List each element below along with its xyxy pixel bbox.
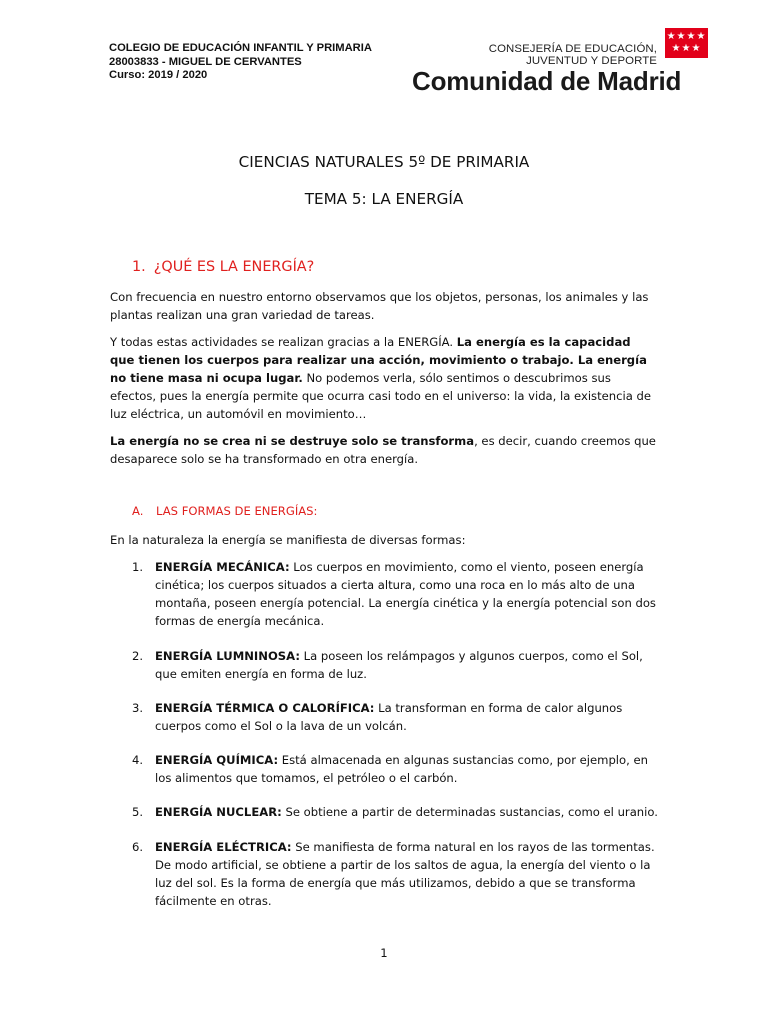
school-year: Curso: 2019 / 2020 [109, 69, 208, 82]
flag-stars-row2: ★★★ [671, 43, 702, 54]
paragraph-1: Con frecuencia en nuestro entorno observamos que los objetos, personas, los animales y las plantas realizan una gran variedad de tareas. [110, 290, 649, 322]
list-item-description: Se manifiesta de forma natural en los rayos de las tormentas. De modo artificial, se obtiene a partir de los saltos de agua, la energía del viento o la luz del sol. Es la forma de energía que más utilizamos, debido a que se transforma fácilmente en otras. [155, 840, 655, 908]
list-item-number: 4. [132, 753, 144, 767]
list-item-text [155, 558, 658, 630]
list-item [110, 558, 658, 630]
list-item-description: Se obtiene a partir de determinadas sustancias, como el uranio. [281, 805, 658, 819]
paragraph-2 [110, 333, 658, 423]
list-item-description: Está almacenada en algunas sustancias como, por ejemplo, en los alimentos que tomamos, el petróleo o el carbón. [155, 753, 648, 785]
paragraph-2-definition: La energía es la capacidad que tienen los cuerpos para realizar una acción, movimiento o trabajo. La energía no tiene masa ni ocupa lugar. [110, 335, 647, 385]
list-item-number: 1. [132, 560, 144, 574]
paragraph-3-end: , es decir, cuando creemos que desaparece solo se ha transformado en otra energía. [110, 434, 656, 466]
section-a-intro: En la naturaleza la energía se manifiesta de diversas formas: [110, 533, 466, 547]
comunidad-madrid-logo [410, 28, 710, 94]
list-item [110, 647, 658, 683]
list-item-number: 5. [132, 805, 144, 819]
school-name: COLEGIO DE EDUCACIÓN INFANTIL Y PRIMARIA [109, 42, 372, 54]
page-number: 1 [380, 946, 388, 960]
list-item-label: ENERGÍA TÉRMICA O CALORÍFICA: [155, 701, 375, 715]
list-item-text [155, 751, 658, 787]
section-1-heading [132, 259, 314, 275]
school-code: 28003833 - MIGUEL DE CERVANTES [109, 55, 302, 68]
section-a-title: LAS FORMAS DE ENERGÍAS: [156, 504, 318, 518]
section-a-letter: A. [132, 504, 144, 518]
logo-dept-line1: CONSEJERÍA DE EDUCACIÓN, [488, 43, 657, 55]
paragraph-2-end: No podemos verla, sólo sentimos o descubrimos sus efectos, pues la energía permite que ocurra casi todo en el universo: la vida, la existencia de luz eléctrica, un automóvil en movimiento… [110, 371, 651, 421]
list-item-label: ENERGÍA QUÍMICA: [155, 753, 279, 767]
list-item [110, 751, 658, 787]
logo-name: Comunidad de Madrid [412, 66, 682, 96]
paragraph-3-law: La energía no se crea ni se destruye solo se transforma [110, 434, 475, 448]
list-item-number: 6. [132, 840, 144, 854]
list-item [110, 699, 658, 735]
list-item-label: ENERGÍA NUCLEAR: [155, 805, 282, 819]
list-item-text [155, 803, 658, 821]
topic-title: TEMA 5: LA ENERGÍA [304, 190, 464, 208]
list-item [110, 803, 658, 821]
list-item-label: ENERGÍA MECÁNICA: [155, 560, 290, 574]
logo-dept-line2: JUVENTUD Y DEPORTE [526, 54, 657, 67]
paragraph-3 [110, 432, 658, 468]
list-item-text [155, 699, 658, 735]
logo-department [489, 44, 657, 67]
list-item-number: 2. [132, 649, 144, 663]
paragraph-2-start: Y todas estas actividades se realizan gracias a la ENERGÍA. [110, 335, 457, 349]
section-a-heading [132, 504, 317, 518]
flag-stars: ★★★★ [666, 31, 707, 42]
list-item-description: La transforman en forma de calor algunos cuerpos como el Sol o la lava de un volcán. [155, 701, 623, 733]
list-item-label: ENERGÍA LUMNINOSA: [155, 649, 300, 663]
list-item-number: 3. [132, 701, 144, 715]
list-item [110, 838, 658, 910]
list-item-label: ENERGÍA ELÉCTRICA: [155, 840, 292, 854]
section-1-title: ¿QUÉ ES LA ENERGÍA? [153, 259, 315, 275]
subject-title: CIENCIAS NATURALES 5º DE PRIMARIA [238, 153, 530, 171]
list-item-text [155, 838, 658, 910]
list-item-text [155, 647, 658, 683]
list-item-description: La poseen los relámpagos y algunos cuerpos, como el Sol, que emiten energía en forma de luz. [155, 649, 643, 681]
section-1-number: 1. [132, 259, 146, 275]
list-item-description: Los cuerpos en movimiento, como el viento, poseen energía cinética; los cuerpos situados a cierta altura, como una roca en lo más alto de una montaña, poseen energía potencial. La energía cinética y la energía potencial son dos formas de energía mecánica. [155, 560, 656, 628]
school-info [109, 42, 372, 83]
madrid-flag-icon [665, 28, 708, 58]
